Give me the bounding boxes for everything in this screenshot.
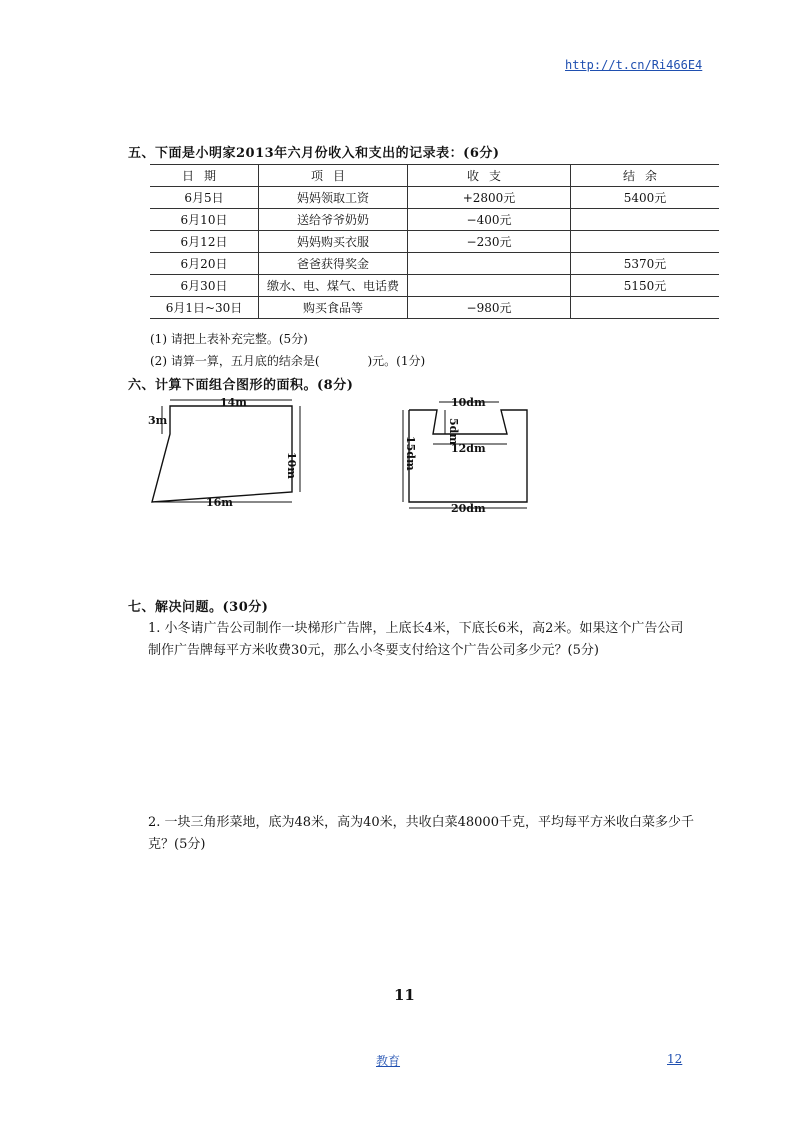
cell-amount [408,275,571,297]
cell-balance: 5370元 [571,253,720,275]
table-header-row [150,165,719,187]
header-item: 项目 [259,165,408,187]
section7-title: 七、解决问题。(30分) [128,600,269,615]
cell-balance: 5400元 [571,187,720,209]
cell-date: 6月20日 [150,253,259,275]
problem-1: 1. 小冬请广告公司制作一块梯形广告牌，上底长4米，下底长6米，高2米。如果这个广告公司制作广告牌每平方米收费30元，那么小冬要支付给这个广告公司多少元？(5分) [148,621,684,658]
cell-item: 妈妈购买衣服 [259,231,408,253]
question-1: (1) 请把上表补充完整。(5分) [150,332,308,346]
cell-balance [571,209,720,231]
fig2-bottom-label: 20dm [451,502,486,515]
cell-item: 购买食品等 [259,297,408,319]
table-row [150,275,719,297]
cell-amount: −980元 [408,297,571,319]
cell-balance: 5150元 [571,275,720,297]
cell-balance [571,231,720,253]
footer-page-count: 12 [667,1052,683,1066]
section5-title: 五、下面是小明家2013年六月份收入和支出的记录表：(6分) [128,146,500,161]
fig2-top-label: 10dm [451,396,486,409]
cell-date: 6月12日 [150,231,259,253]
problem-2: 2. 一块三角形菜地，底为48米，高为40米，共收白菜48000千克，平均每平方米收白菜多少千克？(5分) [148,815,694,852]
cell-item: 妈妈领取工资 [259,187,408,209]
cell-amount [408,253,571,275]
fig2-notch-label: 5dm [447,418,460,445]
figure-1 [140,392,310,517]
cell-date: 6月30日 [150,275,259,297]
figure-2-shape [409,410,527,502]
question-2: (2) 请算一算，五月底的结余是( )元。(1分) [150,354,426,368]
figure-1-shape [152,406,292,502]
cell-balance [571,297,720,319]
cell-item: 爸爸获得奖金 [259,253,408,275]
cell-date: 6月5日 [150,187,259,209]
header-balance: 结余 [571,165,720,187]
table-row [150,187,719,209]
cell-date: 6月1日~30日 [150,297,259,319]
cell-amount: +2800元 [408,187,571,209]
table-row [150,231,719,253]
fig1-top-label: 14m [220,396,247,409]
cell-item: 送给爷爷奶奶 [259,209,408,231]
header-date: 日期 [150,165,259,187]
section6-title: 六、计算下面组合图形的面积。(8分) [128,378,354,393]
fig1-right-label: 10m [285,452,298,479]
figure-2 [395,392,535,517]
fig2-left-label: 15dm [404,436,417,471]
fig2-mid-label: 12dm [451,442,486,455]
fig1-left-label: 3m [148,414,168,427]
cell-amount: −230元 [408,231,571,253]
table-row [150,253,719,275]
page-number: 11 [394,986,415,1004]
cell-date: 6月10日 [150,209,259,231]
header-amount: 收支 [408,165,571,187]
cell-amount: −400元 [408,209,571,231]
record-table [150,164,719,319]
fig1-bottom-label: 16m [206,496,233,509]
footer-link[interactable]: 教育 [376,1054,401,1068]
cell-item: 缴水、电、煤气、电话费 [259,275,408,297]
table-row [150,297,719,319]
source-link[interactable]: http://t.cn/Ri466E4 [565,58,703,72]
table-row [150,209,719,231]
